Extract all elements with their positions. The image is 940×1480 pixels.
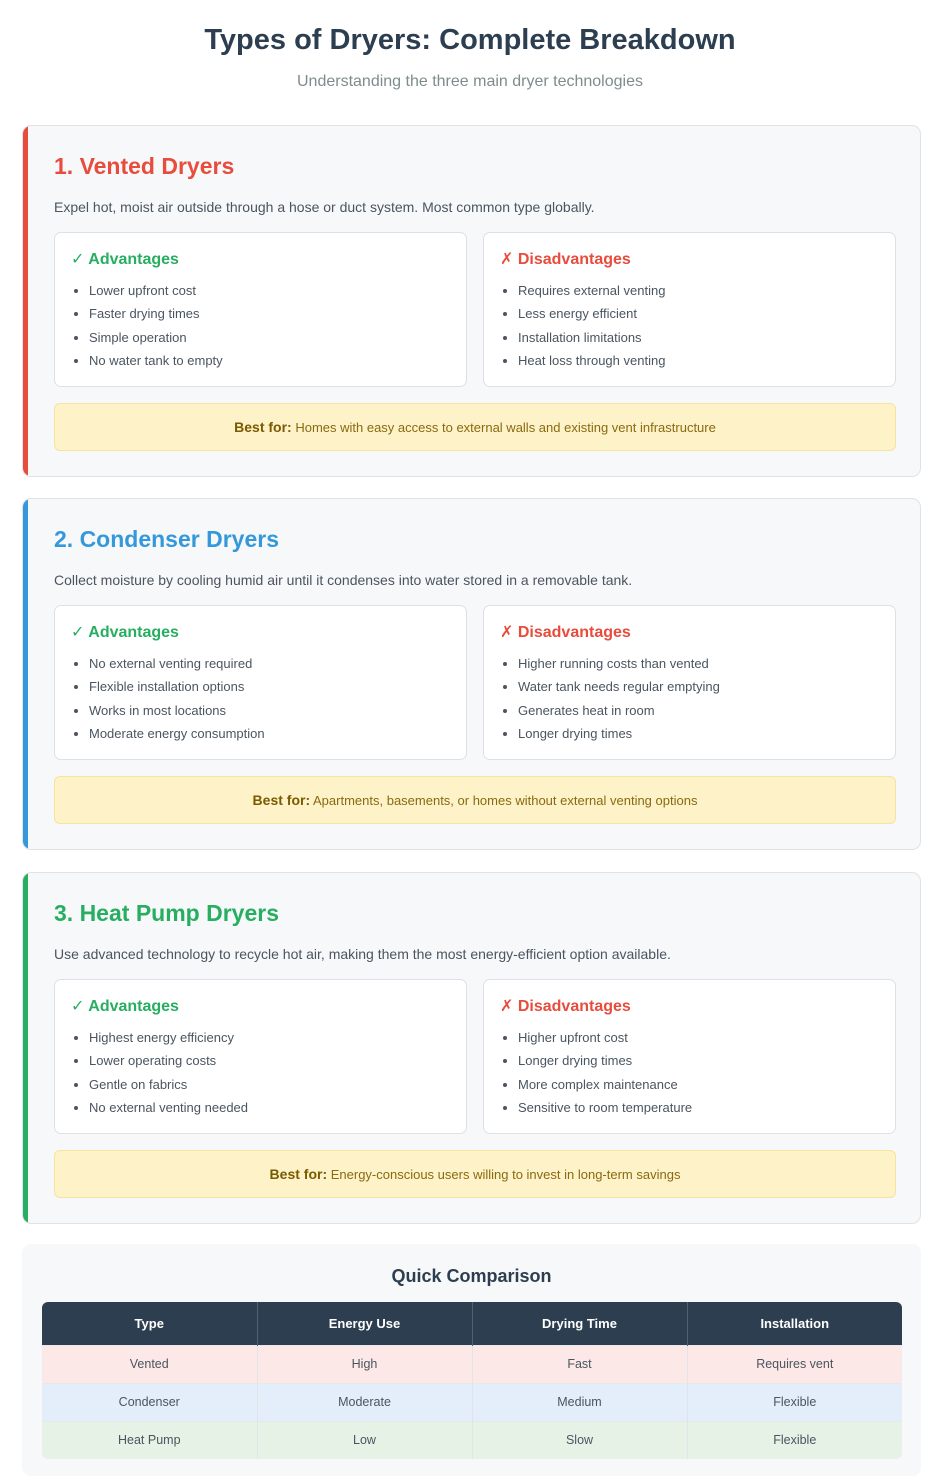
disadvantages-heading: ✗ Disadvantages — [500, 251, 631, 268]
table-cell: Condenser — [42, 1383, 257, 1421]
best-for-banner — [54, 776, 896, 824]
section-title: 2. Condenser Dryers — [54, 526, 279, 552]
table-header-row — [42, 1302, 902, 1345]
column-header: Drying Time — [472, 1302, 687, 1345]
list-item: • Moderate energy consumption — [89, 722, 265, 745]
list-item: • No external venting needed — [89, 1096, 248, 1119]
table-row — [42, 1421, 902, 1459]
section-heat-pump-dryers — [22, 872, 921, 1224]
column-header: Type — [42, 1302, 257, 1345]
best-for-text: Homes with easy access to external walls and existing vent infrastructure — [295, 420, 716, 435]
list-item: • Simple operation — [89, 326, 223, 349]
list-item: • Longer drying times — [518, 1049, 692, 1072]
list-item: • Highest energy efficiency — [89, 1026, 248, 1049]
best-for-label: Best for: — [234, 419, 292, 435]
best-for-banner — [54, 1150, 896, 1198]
comparison-table — [42, 1302, 902, 1459]
disadvantages-card — [483, 605, 896, 760]
list-item: • Gentle on fabrics — [89, 1073, 248, 1096]
list-item: • Lower operating costs — [89, 1049, 248, 1072]
advantages-heading: ✓ Advantages — [71, 624, 179, 641]
list-item: • Sensitive to room temperature — [518, 1096, 692, 1119]
best-for-banner — [54, 403, 896, 451]
section-description: Expel hot, moist air outside through a hose or duct system. Most common type globally. — [54, 199, 595, 215]
best-for-text: Energy-conscious users willing to invest in long-term savings — [330, 1167, 681, 1182]
column-header: Installation — [687, 1302, 902, 1345]
best-for-text: Apartments, basements, or homes without external venting options — [313, 793, 698, 808]
table-cell: Vented — [42, 1345, 257, 1383]
table-cell: Flexible — [687, 1421, 902, 1459]
column-header: Energy Use — [257, 1302, 472, 1345]
table-cell: Flexible — [687, 1383, 902, 1421]
section-description: Use advanced technology to recycle hot air, making them the most energy-efficient option available. — [54, 946, 671, 962]
disadvantages-list — [518, 1026, 692, 1119]
page-title: Types of Dryers: Complete Breakdown — [204, 24, 736, 56]
table-cell: Slow — [472, 1421, 687, 1459]
disadvantages-card — [483, 979, 896, 1134]
list-item: • Installation limitations — [518, 326, 665, 349]
best-for-label: Best for: — [252, 792, 311, 808]
disadvantages-heading: ✗ Disadvantages — [500, 624, 631, 641]
list-item: • Longer drying times — [518, 722, 720, 745]
page-subtitle: Understanding the three main dryer technologies — [297, 73, 643, 90]
list-item: • Lower upfront cost — [89, 279, 223, 302]
best-for-label: Best for: — [269, 1166, 328, 1182]
disadvantages-list — [518, 652, 720, 745]
quick-comparison-section — [22, 1244, 921, 1476]
list-item: • Faster drying times — [89, 302, 223, 325]
list-item: • Works in most locations — [89, 699, 265, 722]
table-cell: Requires vent — [687, 1345, 902, 1383]
list-item: • Higher running costs than vented — [518, 652, 720, 675]
table-cell: Heat Pump — [42, 1421, 257, 1459]
advantages-heading: ✓ Advantages — [71, 251, 179, 268]
list-item: • Water tank needs regular emptying — [518, 675, 720, 698]
list-item: • Heat loss through venting — [518, 349, 665, 372]
list-item: • More complex maintenance — [518, 1073, 692, 1096]
table-row — [42, 1383, 902, 1421]
list-item: • Higher upfront cost — [518, 1026, 692, 1049]
list-item: • No water tank to empty — [89, 349, 223, 372]
section-vented-dryers — [22, 125, 921, 477]
advantages-card — [54, 232, 467, 387]
disadvantages-card — [483, 232, 896, 387]
table-cell: Fast — [472, 1345, 687, 1383]
advantages-heading: ✓ Advantages — [71, 998, 179, 1015]
list-item: • Generates heat in room — [518, 699, 720, 722]
disadvantages-list — [518, 279, 665, 372]
advantages-list — [89, 1026, 248, 1119]
section-title: 3. Heat Pump Dryers — [54, 900, 279, 926]
advantages-card — [54, 605, 467, 760]
comparison-title: Quick Comparison — [391, 1266, 552, 1286]
section-accent-bar — [23, 126, 28, 476]
list-item: • Flexible installation options — [89, 675, 265, 698]
list-item: • Less energy efficient — [518, 302, 665, 325]
section-title: 1. Vented Dryers — [54, 153, 235, 179]
table-cell: Medium — [472, 1383, 687, 1421]
disadvantages-heading: ✗ Disadvantages — [500, 998, 631, 1015]
table-cell: Moderate — [257, 1383, 472, 1421]
section-description: Collect moisture by cooling humid air until it condenses into water stored in a removable tank. — [54, 572, 633, 588]
list-item: • No external venting required — [89, 652, 265, 675]
section-condenser-dryers — [22, 498, 921, 850]
advantages-list — [89, 279, 223, 372]
table-cell: High — [257, 1345, 472, 1383]
section-accent-bar — [23, 873, 28, 1223]
table-row — [42, 1345, 902, 1383]
advantages-card — [54, 979, 467, 1134]
advantages-list — [89, 652, 265, 745]
section-accent-bar — [23, 499, 28, 849]
table-cell: Low — [257, 1421, 472, 1459]
list-item: • Requires external venting — [518, 279, 665, 302]
